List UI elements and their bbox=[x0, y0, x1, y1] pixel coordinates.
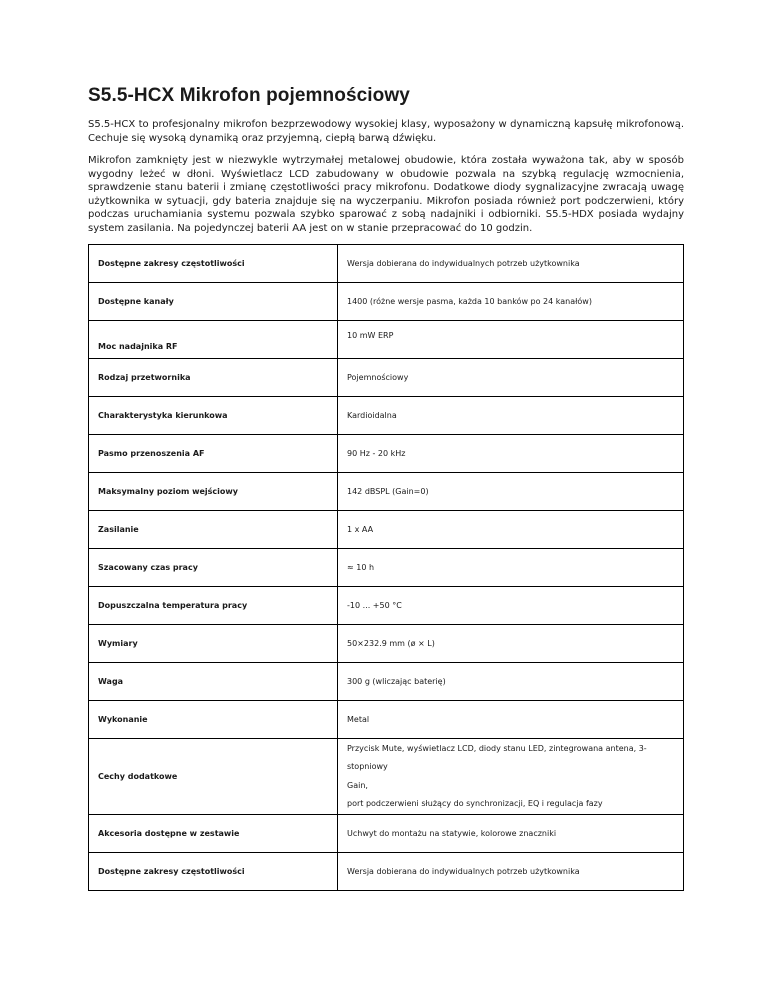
spec-label: Maksymalny poziom wejściowy bbox=[89, 473, 338, 511]
spec-label: Rodzaj przetwornika bbox=[89, 359, 338, 397]
spec-value: -10 ... +50 °C bbox=[338, 587, 684, 625]
spec-label: Wymiary bbox=[89, 625, 338, 663]
spec-label: Dopuszczalna temperatura pracy bbox=[89, 587, 338, 625]
spec-value bbox=[338, 739, 684, 815]
spec-value: 300 g (wliczając baterię) bbox=[338, 663, 684, 701]
spec-label: Szacowany czas pracy bbox=[89, 549, 338, 587]
table-row bbox=[89, 321, 684, 359]
spec-value: Wersja dobierana do indywidualnych potrzeb użytkownika bbox=[338, 245, 684, 283]
spec-value-line: Przycisk Mute, wyświetlacz LCD, diody stanu LED, zintegrowana antena, 3-stopniowy bbox=[347, 743, 647, 771]
spec-value: Pojemnościowy bbox=[338, 359, 684, 397]
table-row bbox=[89, 663, 684, 701]
spec-label: Zasilanie bbox=[89, 511, 338, 549]
spec-value: Uchwyt do montażu na statywie, kolorowe znaczniki bbox=[338, 815, 684, 853]
spec-value: Wersja dobierana do indywidualnych potrzeb użytkownika bbox=[338, 853, 684, 891]
spec-value: 142 dBSPL (Gain=0) bbox=[338, 473, 684, 511]
spec-value-line: port podczerwieni służący do synchronizacji, EQ i regulacja fazy bbox=[347, 799, 603, 808]
spec-label: Dostępne zakresy częstotliwości bbox=[89, 853, 338, 891]
table-row bbox=[89, 739, 684, 815]
intro-paragraph: S5.5-HCX to profesjonalny mikrofon bezprzewodowy wysokiej klasy, wyposażony w dynamiczną kapsułę mikrofonową. Cechuje się wysoką dynamiką oraz przyjemną, ciepłą barwą dźwięku. bbox=[88, 119, 684, 144]
spec-value: 1 x AA bbox=[338, 511, 684, 549]
spec-label: Waga bbox=[89, 663, 338, 701]
spec-label: Moc nadajnika RF bbox=[89, 321, 338, 359]
spec-value: 90 Hz - 20 kHz bbox=[338, 435, 684, 473]
table-row bbox=[89, 245, 684, 283]
spec-value: ≈ 10 h bbox=[338, 549, 684, 587]
table-row bbox=[89, 359, 684, 397]
table-row bbox=[89, 587, 684, 625]
table-row bbox=[89, 549, 684, 587]
table-row bbox=[89, 815, 684, 853]
table-row bbox=[89, 625, 684, 663]
table-row bbox=[89, 397, 684, 435]
spec-value-line: Gain, bbox=[347, 780, 368, 790]
spec-value: 50×232.9 mm (ø × L) bbox=[338, 625, 684, 663]
spec-label: Dostępne kanały bbox=[89, 283, 338, 321]
spec-value: 10 mW ERP bbox=[338, 321, 684, 359]
table-row bbox=[89, 435, 684, 473]
table-row bbox=[89, 473, 684, 511]
spec-value: 1400 (różne wersje pasma, każda 10 banków po 24 kanałów) bbox=[338, 283, 684, 321]
spec-label: Akcesoria dostępne w zestawie bbox=[89, 815, 338, 853]
spec-value: Kardioidalna bbox=[338, 397, 684, 435]
document-page bbox=[88, 84, 684, 891]
table-row bbox=[89, 511, 684, 549]
table-row bbox=[89, 283, 684, 321]
description-paragraph: Mikrofon zamknięty jest w niezwykle wytrzymałej metalowej obudowie, która została wyważona tak, aby w sposób wygodny leżeć w dłoni. Wyświetlacz LCD zabudowany w obudowie pozwala na szybką regulację wzmocnienia, sprawdzenie stanu baterii i zmianę częstotliwości pracy mikrofonu. Dodatkowe diody sygnalizacyjne zwracają uwagę użytkownika w sytuacji, gdy bateria znajduje się na wyczerpaniu. Mikrofon posiada również port podczerwieni, który podczas uruchamiania systemu pozwala szybko sparować z sobą nadajniki i odbiorniki. S5.5-HDX posiada wydajny system zasilania. Na pojedynczej baterii AA jest on w stanie przepracować do 10 godzin. bbox=[88, 155, 684, 234]
spec-table bbox=[88, 244, 684, 891]
table-row bbox=[89, 853, 684, 891]
spec-value: Metal bbox=[338, 701, 684, 739]
table-row bbox=[89, 701, 684, 739]
spec-label: Cechy dodatkowe bbox=[89, 739, 338, 815]
spec-label: Wykonanie bbox=[89, 701, 338, 739]
spec-label: Charakterystyka kierunkowa bbox=[89, 397, 338, 435]
spec-label: Pasmo przenoszenia AF bbox=[89, 435, 338, 473]
spec-label: Dostępne zakresy częstotliwości bbox=[89, 245, 338, 283]
page-title: S5.5-HCX Mikrofon pojemnościowy bbox=[88, 85, 410, 106]
